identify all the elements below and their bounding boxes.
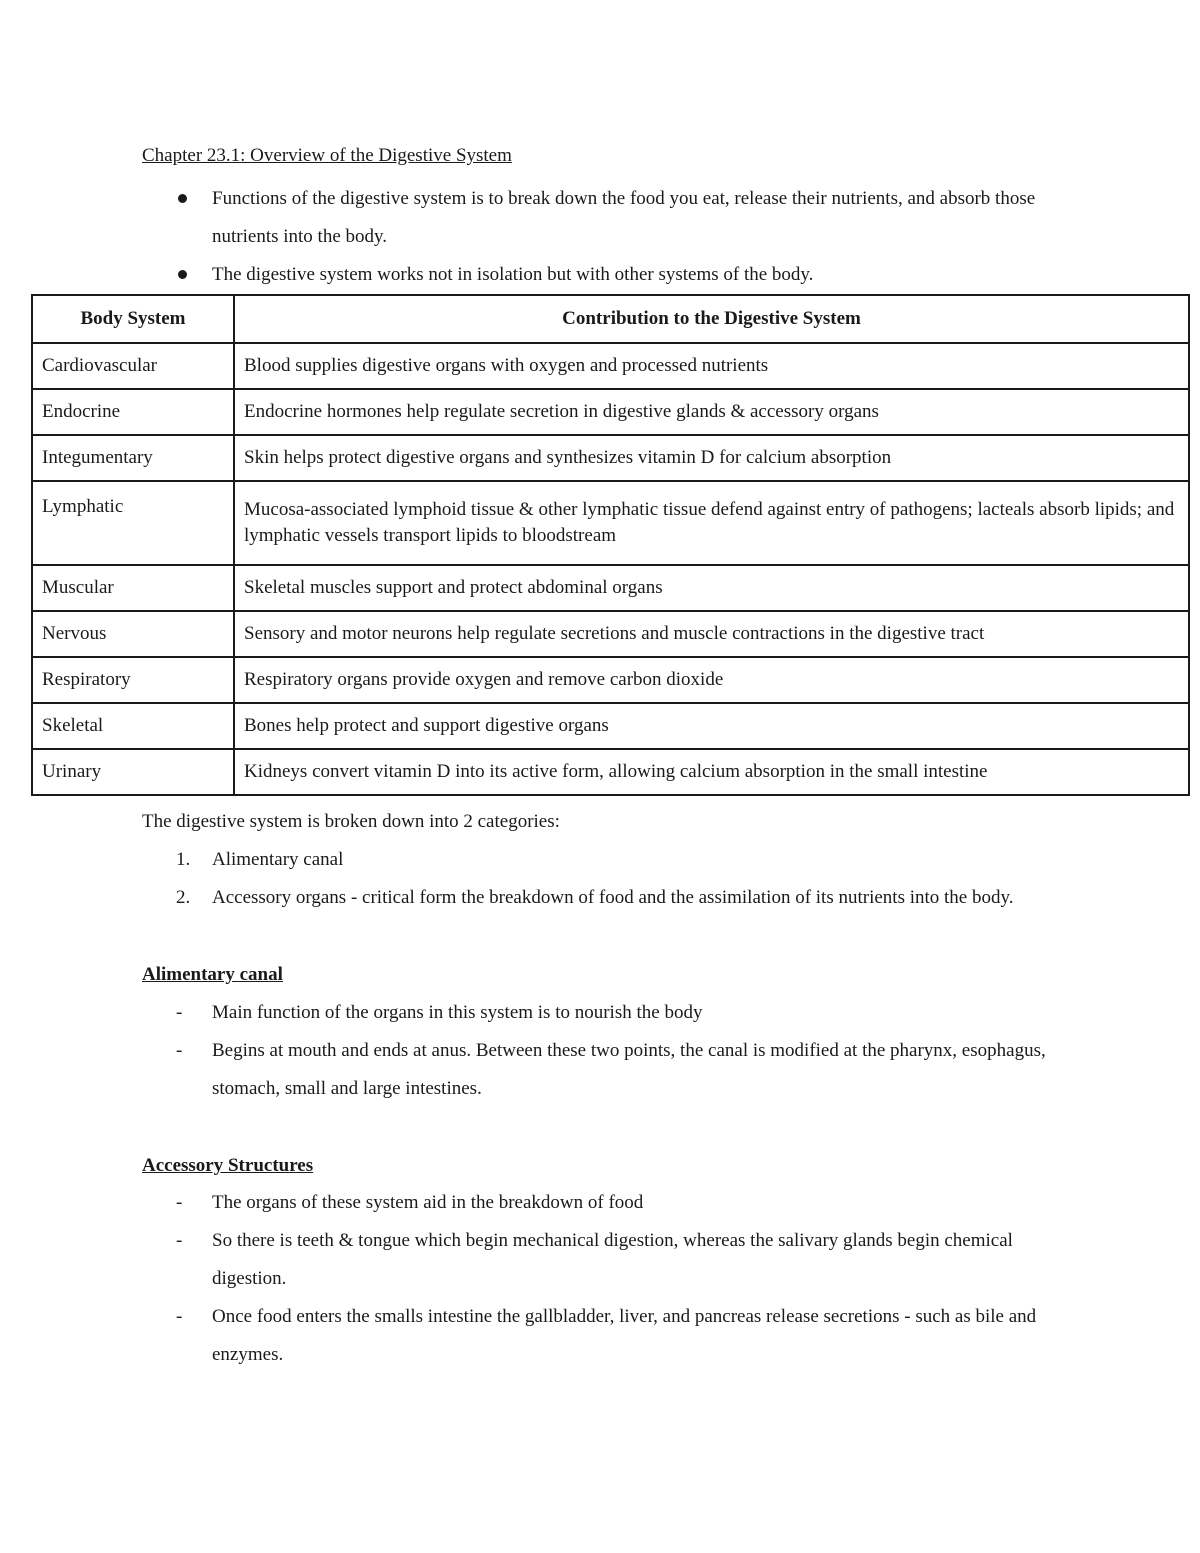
body-systems-table [31, 294, 1190, 796]
bullet-icon [178, 194, 187, 203]
system-name: Lymphatic [32, 481, 234, 565]
system-name: Skeletal [32, 703, 234, 749]
list-item [142, 1184, 1072, 1222]
dash-marker: - [176, 1002, 183, 1023]
header-body-system: Body System [32, 295, 234, 343]
accessory-heading: Accessory Structures [142, 1155, 314, 1176]
system-contribution: Bones help protect and support digestive organs [234, 703, 1189, 749]
system-contribution: Endocrine hormones help regulate secretion in digestive glands & accessory organs [234, 389, 1189, 435]
accessory-list [142, 1184, 1072, 1374]
list-item [142, 256, 1072, 294]
intro-bullet-list [142, 180, 1072, 294]
header-contribution: Contribution to the Digestive System [234, 295, 1189, 343]
list-item [142, 180, 1072, 256]
item-text: Once food enters the smalls intestine the gallbladder, liver, and pancreas release secretions - such as bile and enzymes. [212, 1306, 1037, 1365]
table-row [32, 749, 1189, 795]
list-item [142, 879, 1072, 917]
category-text: Accessory organs - critical form the breakdown of food and the assimilation of its nutrients into the body. [212, 887, 1014, 908]
categories-intro: The digestive system is broken down into 2 categories: [142, 811, 560, 832]
list-item [142, 1298, 1072, 1374]
system-contribution: Respiratory organs provide oxygen and remove carbon dioxide [234, 657, 1189, 703]
table-row [32, 481, 1189, 565]
alimentary-list [142, 994, 1072, 1108]
list-item [142, 1032, 1072, 1108]
list-item [142, 1222, 1072, 1298]
list-number: 1. [176, 849, 191, 870]
item-text: So there is teeth & tongue which begin mechanical digestion, whereas the salivary glands begin chemical digestion. [212, 1230, 1013, 1289]
system-name: Muscular [32, 565, 234, 611]
category-text: Alimentary canal [212, 849, 344, 870]
system-contribution: Skin helps protect digestive organs and synthesizes vitamin D for calcium absorption [234, 435, 1189, 481]
system-name: Cardiovascular [32, 343, 234, 389]
table-row [32, 703, 1189, 749]
dash-marker: - [176, 1192, 183, 1213]
categories-list [142, 841, 1072, 917]
list-item [142, 841, 1072, 879]
table-row [32, 565, 1189, 611]
system-name: Nervous [32, 611, 234, 657]
dash-marker: - [176, 1230, 183, 1251]
dash-marker: - [176, 1306, 183, 1327]
system-name: Urinary [32, 749, 234, 795]
item-text: Begins at mouth and ends at anus. Between these two points, the canal is modified at the pharynx, esophagus, stomach, small and large intestines. [212, 1040, 1046, 1099]
table-row [32, 435, 1189, 481]
system-name: Integumentary [32, 435, 234, 481]
system-contribution: Mucosa-associated lymphoid tissue & other lymphatic tissue defend against entry of pathogens; lacteals absorb lipids; and lymphatic vessels transport lipids to bloodstream [234, 481, 1189, 565]
system-name: Endocrine [32, 389, 234, 435]
item-text: The organs of these system aid in the breakdown of food [212, 1192, 644, 1213]
bullet-text: The digestive system works not in isolation but with other systems of the body. [212, 264, 814, 285]
chapter-title: Chapter 23.1: Overview of the Digestive System [142, 145, 512, 166]
table-row [32, 389, 1189, 435]
table-row [32, 611, 1189, 657]
list-item [142, 994, 1072, 1032]
system-contribution: Blood supplies digestive organs with oxygen and processed nutrients [234, 343, 1189, 389]
table-row [32, 657, 1189, 703]
alimentary-heading: Alimentary canal [142, 964, 283, 985]
table-row [32, 343, 1189, 389]
system-contribution: Sensory and motor neurons help regulate secretions and muscle contractions in the digestive tract [234, 611, 1189, 657]
list-number: 2. [176, 887, 191, 908]
dash-marker: - [176, 1040, 183, 1061]
system-name: Respiratory [32, 657, 234, 703]
bullet-icon [178, 270, 187, 279]
item-text: Main function of the organs in this system is to nourish the body [212, 1002, 703, 1023]
bullet-text: Functions of the digestive system is to break down the food you eat, release their nutrients, and absorb those nutrients into the body. [212, 188, 1036, 247]
system-contribution: Kidneys convert vitamin D into its active form, allowing calcium absorption in the small intestine [234, 749, 1189, 795]
table-header-row [32, 295, 1189, 343]
system-contribution: Skeletal muscles support and protect abdominal organs [234, 565, 1189, 611]
